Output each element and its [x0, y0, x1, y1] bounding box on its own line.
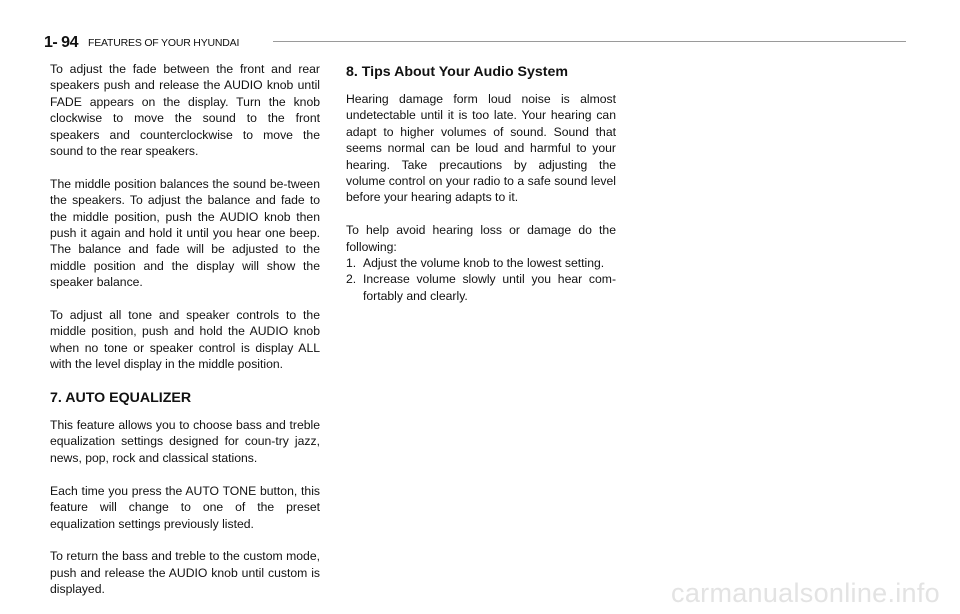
list-item: [346, 271, 616, 304]
paragraph-feature: This feature allows you to choose bass and treble equalization settings designed for coun-try jazz, news, pop, rock and classical stations.: [50, 418, 320, 465]
watermark-text: carmanualsonline.info: [671, 578, 940, 608]
list-item-text: Increase volume slowly until you hear com-fortably and clearly.: [363, 272, 616, 303]
list-item-text: Adjust the volume knob to the lowest setting.: [363, 256, 605, 271]
paragraph-fade: To adjust the fade between the front and rear speakers push and release the AUDIO knob until FADE appears on the display. Turn the knob clockwise to move the sound to the front speakers and counterclockwise to move the sound to the rear speakers.: [50, 62, 320, 159]
paragraph-all-controls: To adjust all tone and speaker controls to the middle position, push and hold the AUDIO knob when no tone or speaker control is display ALL with the level display in the middle position.: [50, 308, 320, 372]
section-title: FEATURES OF YOUR HYUNDAI: [88, 37, 240, 49]
list-item-number: 2.: [346, 272, 357, 287]
list-item-number: 1.: [346, 256, 357, 271]
heading-audio-tips: 8. Tips About Your Audio System: [346, 64, 569, 80]
paragraph-hearing-damage: Hearing damage form loud noise is almost undetectable until it is too late. Your hearing can adapt to higher volumes of sound. Sound that seems normal can be loud and harmful to your hearing. Take precautions by adjusting the volume control on your radio to a safe sound level before your hearing adapts to it.: [346, 92, 616, 205]
heading-auto-equalizer: 7. AUTO EQUALIZER: [50, 390, 192, 407]
left-column: [50, 61, 320, 614]
paragraph-middle-position: The middle position balances the sound be-tween the speakers. To adjust the balance and fade to the middle position, push the AUDIO knob then push it again and hold it until you hear one beep. The balance and fade will be adjusted to the middle position and the display will show the speaker balance.: [50, 176, 320, 290]
paragraph-avoid-loss: To help avoid hearing loss or damage do the following:: [346, 223, 616, 254]
tips-list: [346, 255, 616, 304]
paragraph-return-custom: To return the bass and treble to the custom mode, push and release the AUDIO knob until custom is displayed.: [50, 549, 320, 597]
page-header: [44, 34, 906, 54]
page-number: 1- 94: [44, 34, 78, 51]
paragraph-auto-tone: Each time you press the AUTO TONE button, this feature will change to one of the preset equalization settings previously listed.: [50, 483, 320, 531]
right-column: [346, 63, 616, 304]
header-rule: [273, 41, 906, 42]
list-item: [346, 255, 616, 271]
